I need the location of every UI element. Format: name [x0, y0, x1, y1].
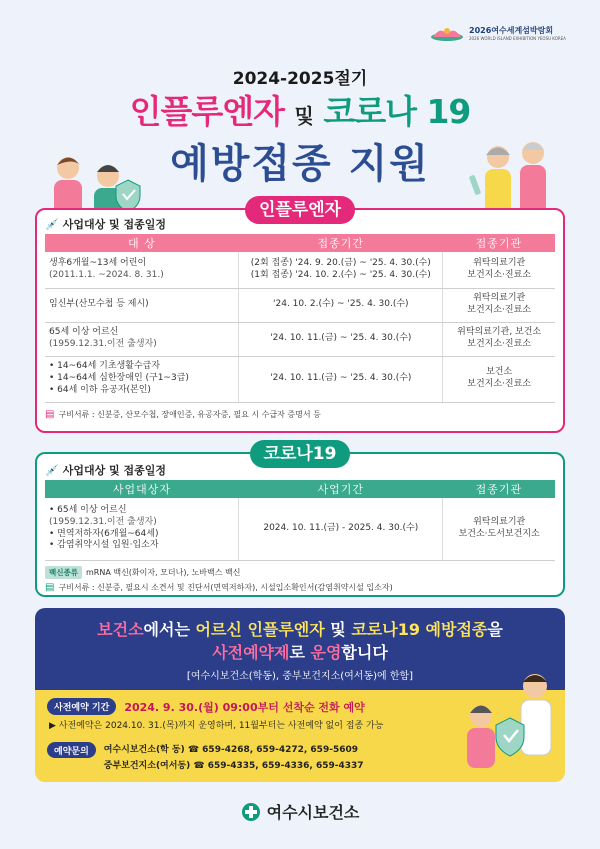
org-text: 위탁의료기관 — [473, 293, 526, 304]
table-row — [45, 322, 555, 356]
covid-docs-note: ▤ 구비서류 : 신분증, 필요시 소견서 및 진단서(면역저하자), 시설입소확인서(감염취약시설 입소자) — [45, 581, 393, 593]
reserve-note: ▶ 사전예약은 2024.10. 31.(목)까지 운영하며, 11월부터는 사전예약 없이 접종 가능 — [49, 721, 384, 731]
column-header: 대 상 — [45, 234, 239, 252]
contact-line: 여수시보건소(학 동) ☎ 659-4268, 659-4272, 659-5609 — [103, 745, 358, 755]
column-header: 접종기간 — [239, 234, 443, 252]
target-sub: • 14~64세 심한장애인 (구1~3급) — [49, 373, 189, 384]
contact-line: 중부보건지소(여서동) ☎ 659-4335, 659-4336, 659-4337 — [103, 761, 364, 771]
table-row — [45, 498, 555, 560]
target-sub: (2011.1.1. ~2024. 8. 31.) — [49, 269, 164, 280]
target-label: 임신부(산모수첩 등 제시) — [49, 299, 149, 310]
main-title — [0, 86, 600, 133]
expo-logo — [430, 26, 566, 42]
health-center-logo-icon — [241, 802, 261, 822]
covid-section-heading: 💉 사업대상 및 접종일정 — [45, 463, 166, 477]
expo-title: 2026여수세계섬박람회 — [469, 26, 554, 36]
document-icon: ▤ — [45, 581, 55, 593]
flu-section-heading: 💉 사업대상 및 접종일정 — [45, 217, 166, 231]
page-title: 예방접종 지원 — [170, 141, 430, 187]
target-label: 생후6개월~13세 어린이 — [49, 258, 147, 269]
target-sub: (1959.12.31.이전 출생자) — [49, 339, 157, 349]
period-text: (1회 접종) '24. 10. 2.(수) ~ '25. 4. 30.(수) — [250, 269, 431, 280]
footer-logo — [0, 800, 600, 823]
table-row — [45, 288, 555, 322]
expo-subtitle: 2026 WORLD ISLAND EXHIBITION YEOSU KOREA — [469, 35, 566, 41]
period-text: '24. 10. 11.(금) ~ '25. 4. 30.(수) — [270, 373, 412, 384]
table-header-row — [45, 234, 555, 252]
target-sub: • 64세 이하 유공자(본인) — [49, 384, 151, 395]
covid-pill: 코로나19 — [250, 440, 350, 468]
footer-name: 여수시보건소 — [266, 803, 360, 822]
period-text: '24. 10. 2.(수) ~ '25. 4. 30.(수) — [273, 299, 409, 310]
illustration-doctor — [455, 668, 563, 780]
document-icon: ▤ — [45, 408, 55, 420]
org-text: 보건지소·진료소 — [467, 305, 532, 315]
expo-logo-icon — [430, 26, 464, 42]
target-label: • 감염취약시설 입원·입소자 — [49, 540, 159, 551]
org-text: 보건소·도서보건지소 — [458, 528, 540, 539]
covid-schedule-table — [45, 480, 555, 561]
org-text: 보건지소·진료소 — [467, 269, 532, 280]
contact-block — [47, 742, 364, 771]
title-flu: 인플루엔자 — [129, 92, 284, 131]
flu-schedule-table — [45, 234, 555, 403]
org-text: 위탁의료기관 — [473, 517, 526, 528]
target-sub: (1959.12.31.이전 출생자) — [49, 517, 157, 528]
contact-label: 예약문의 — [47, 742, 96, 758]
target-label: • 면역저하자(6개월~64세) — [49, 528, 159, 539]
column-header: 접종기관 — [443, 234, 555, 252]
vaccine-types: 백신종류 mRNA 백신(화이자, 모더나), 노바백스 백신 — [45, 566, 555, 579]
flu-docs-note: ▤ 구비서류 : 신분증, 산모수첩, 장애인증, 유공자증, 필요 시 수급자 증명서 등 — [45, 408, 321, 420]
title-covid: 코로나 19 — [323, 92, 471, 131]
table-row — [45, 356, 555, 402]
flu-pill: 인플루엔자 — [245, 196, 355, 224]
reservation-details — [35, 690, 565, 782]
target-label: • 65세 이상 어르신 — [49, 505, 127, 516]
period-text: '24. 10. 11.(금) ~ '25. 4. 30.(수) — [270, 333, 412, 344]
syringe-icon: 💉 — [45, 463, 59, 477]
vaccine-label: 백신종류 — [45, 566, 82, 579]
season-label: 2024-2025절기 — [232, 69, 368, 89]
banner-line3: [여수시보건소(학동), 중부보건지소(여서동)에 한함] — [186, 671, 414, 683]
reserve-label: 사전예약 기간 — [47, 698, 116, 715]
banner-line1: 보건소에서는 어르신 인플루엔자 및 코로나19 예방접종을 — [97, 620, 503, 639]
covid-section — [35, 452, 565, 597]
target-label: • 14~64세 기초생활수급자 — [49, 361, 161, 372]
column-header: 사업기간 — [239, 480, 443, 498]
reserve-period — [47, 698, 365, 715]
flu-section — [35, 208, 565, 433]
reserve-value: 2024. 9. 30.(월) 09:00부터 선착순 전화 예약 — [124, 700, 365, 714]
org-text: 보건지소·진료소 — [467, 339, 532, 349]
org-text: 위탁의료기관 — [473, 258, 526, 269]
org-text: 보건지소·진료소 — [467, 379, 532, 389]
org-text: 위탁의료기관, 보건소 — [457, 327, 542, 338]
target-label: 65세 이상 어르신 — [49, 327, 119, 338]
period-text: (2회 접종) '24. 9. 20.(금) ~ '25. 4. 30.(수) — [250, 258, 431, 269]
syringe-icon: 💉 — [45, 217, 59, 231]
column-header: 사업대상자 — [45, 480, 239, 498]
title-and: 및 — [294, 104, 313, 128]
period-text: 2024. 10. 11.(금) - 2025. 4. 30.(수) — [239, 498, 443, 560]
banner-line2: 사전예약제로 운영합니다 — [212, 643, 388, 663]
table-header-row — [45, 480, 555, 498]
org-text: 보건소 — [486, 367, 513, 378]
column-header: 접종기관 — [443, 480, 555, 498]
table-row — [45, 252, 555, 288]
